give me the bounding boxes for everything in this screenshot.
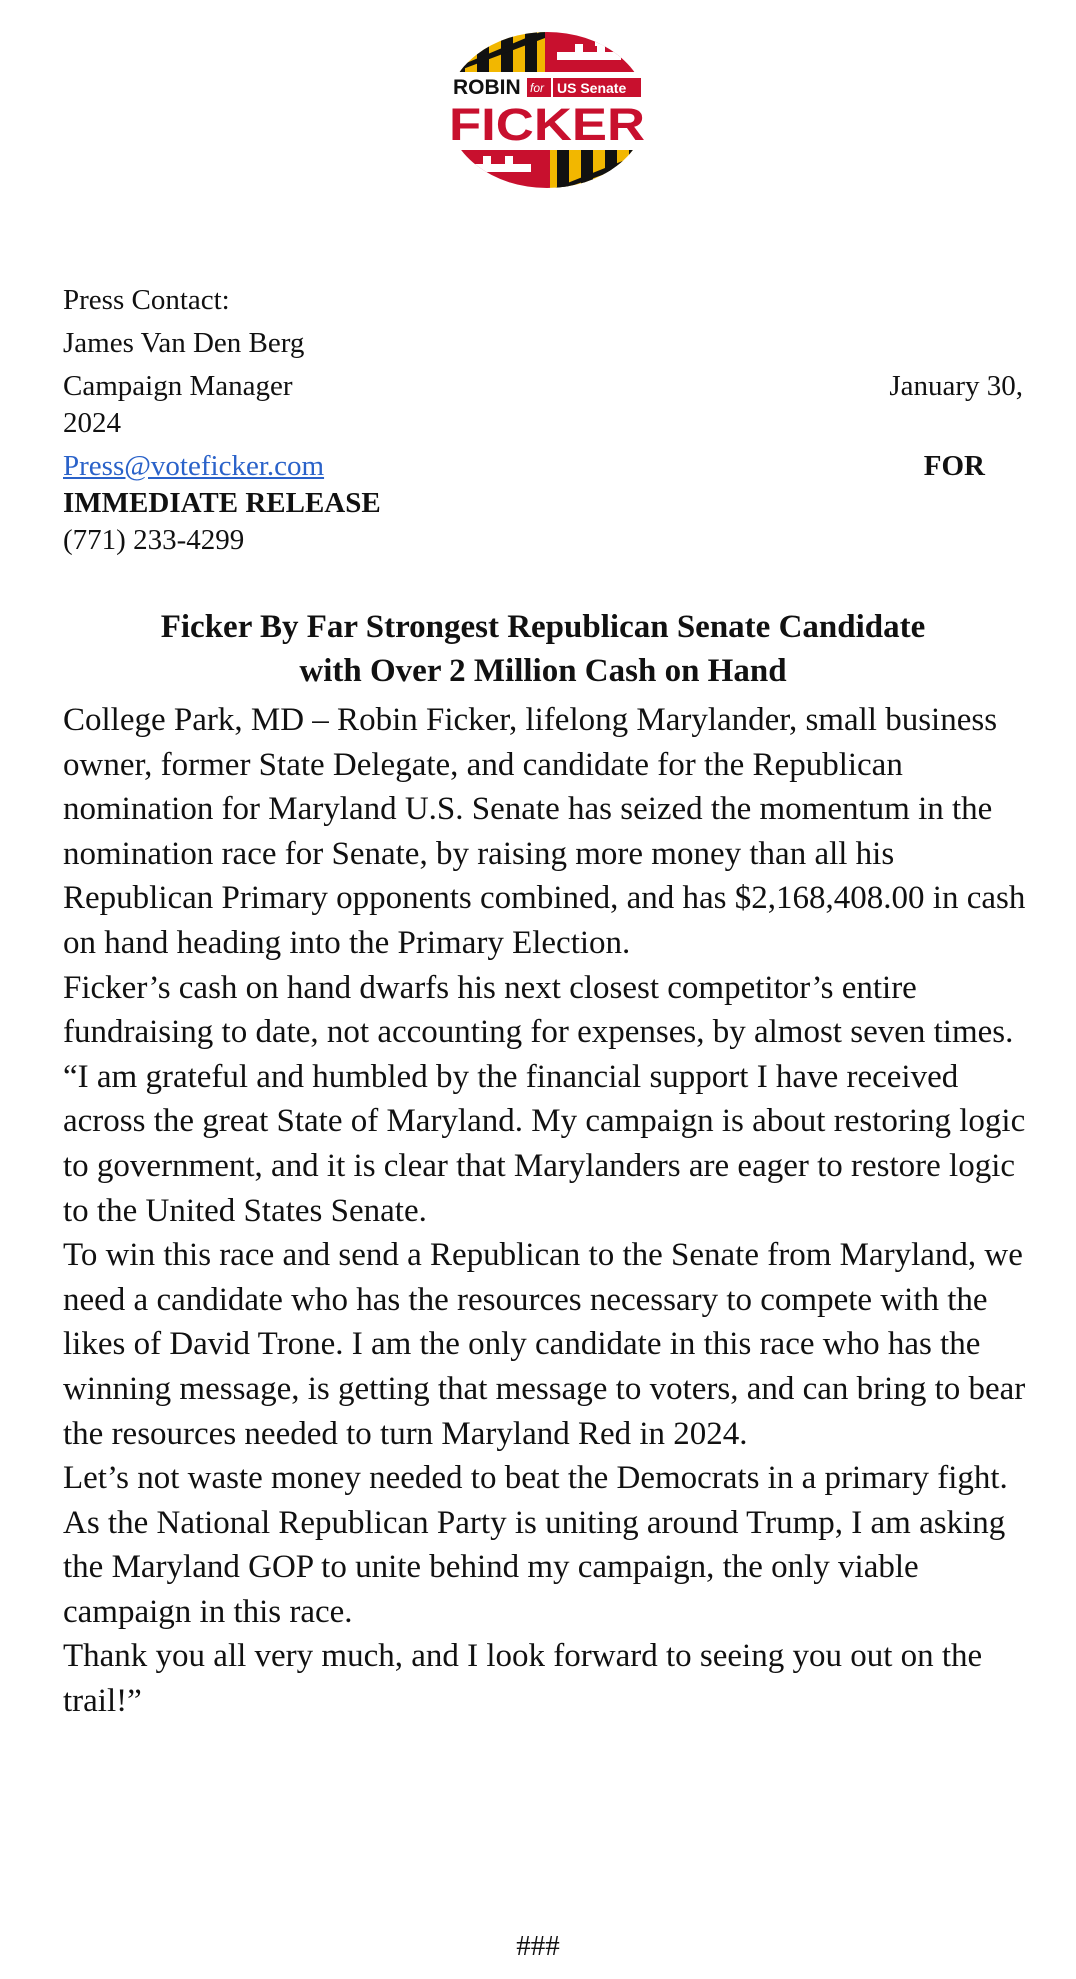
- phone-row: [63, 522, 1023, 559]
- contact-title: Campaign Manager: [63, 370, 293, 402]
- release-date-year: 2024: [63, 407, 121, 439]
- campaign-logo: [445, 30, 650, 190]
- logo-for-word: for: [530, 81, 545, 95]
- release-row: [63, 485, 1023, 522]
- contact-label-row: [63, 282, 1023, 319]
- logo-first-name: ROBIN: [453, 76, 521, 99]
- logo-last-name: FICKER: [449, 99, 645, 150]
- press-contact-block: [63, 282, 1023, 559]
- body-paragraph: Thank you all very much, and I look forward to seeing you out on the trail!”: [63, 1638, 983, 1720]
- release-label: IMMEDIATE RELEASE: [63, 487, 381, 519]
- date-year-row: [63, 405, 1023, 442]
- contact-label: Press Contact:: [63, 284, 230, 316]
- press-release-headline: [63, 605, 1023, 693]
- headline-line-2: with Over 2 Million Cash on Hand: [299, 653, 787, 689]
- email-row: [63, 448, 1023, 485]
- maryland-flag-pattern-bottom: [445, 150, 650, 190]
- end-of-release-mark: ###: [516, 1930, 560, 1962]
- body-paragraph: Let’s not waste money needed to beat the Democrats in a primary fight. As the National Republican Party is uniting around Trump, I am asking the Maryland GOP to unite behind my campaign, the only viable campaign in this race.: [63, 1460, 1008, 1630]
- logo-office: US Senate: [557, 80, 627, 96]
- body-paragraph: College Park, MD – Robin Ficker, lifelong Marylander, small business owner, former State Delegate, and candidate for the Republican nomination for Maryland U.S. Senate has seized the momentum in the nomination race for Senate, by raising more money than all his Republican Primary opponents combined, and has $2,168,408.00 in cash on hand heading into the Primary Election.: [63, 702, 1026, 961]
- release-label-for: FOR: [923, 450, 985, 482]
- body-paragraph: “I am grateful and humbled by the financial support I have received across the great State of Maryland. My campaign is about restoring logic to government, and it is clear that Marylanders are eager to restore logic to the United States Senate.: [63, 1058, 1026, 1229]
- maryland-flag-pattern-top: [445, 30, 650, 72]
- contact-email-link[interactable]: Press@voteficker.com: [63, 450, 325, 482]
- body-paragraph: Ficker’s cash on hand dwarfs his next closest competitor’s entire fundraising to date, not accounting for expenses, by almost seven times.: [63, 969, 1014, 1051]
- contact-name-row: [63, 325, 1023, 362]
- release-date: January 30,: [889, 370, 1023, 402]
- contact-phone: (771) 233-4299: [63, 524, 245, 556]
- contact-title-row: [63, 368, 1023, 405]
- headline-line-1: Ficker By Far Strongest Republican Senate Candidate: [160, 609, 926, 645]
- contact-name: James Van Den Berg: [63, 327, 305, 359]
- press-release-body: [63, 698, 1038, 1724]
- body-paragraph: To win this race and send a Republican to the Senate from Maryland, we need a candidate who has the resources necessary to compete with the likes of David Trone. I am the only candidate in this race who has the winning message, is getting that message to voters, and can bring to bear the resources needed to turn Maryland Red in 2024.: [63, 1237, 1026, 1452]
